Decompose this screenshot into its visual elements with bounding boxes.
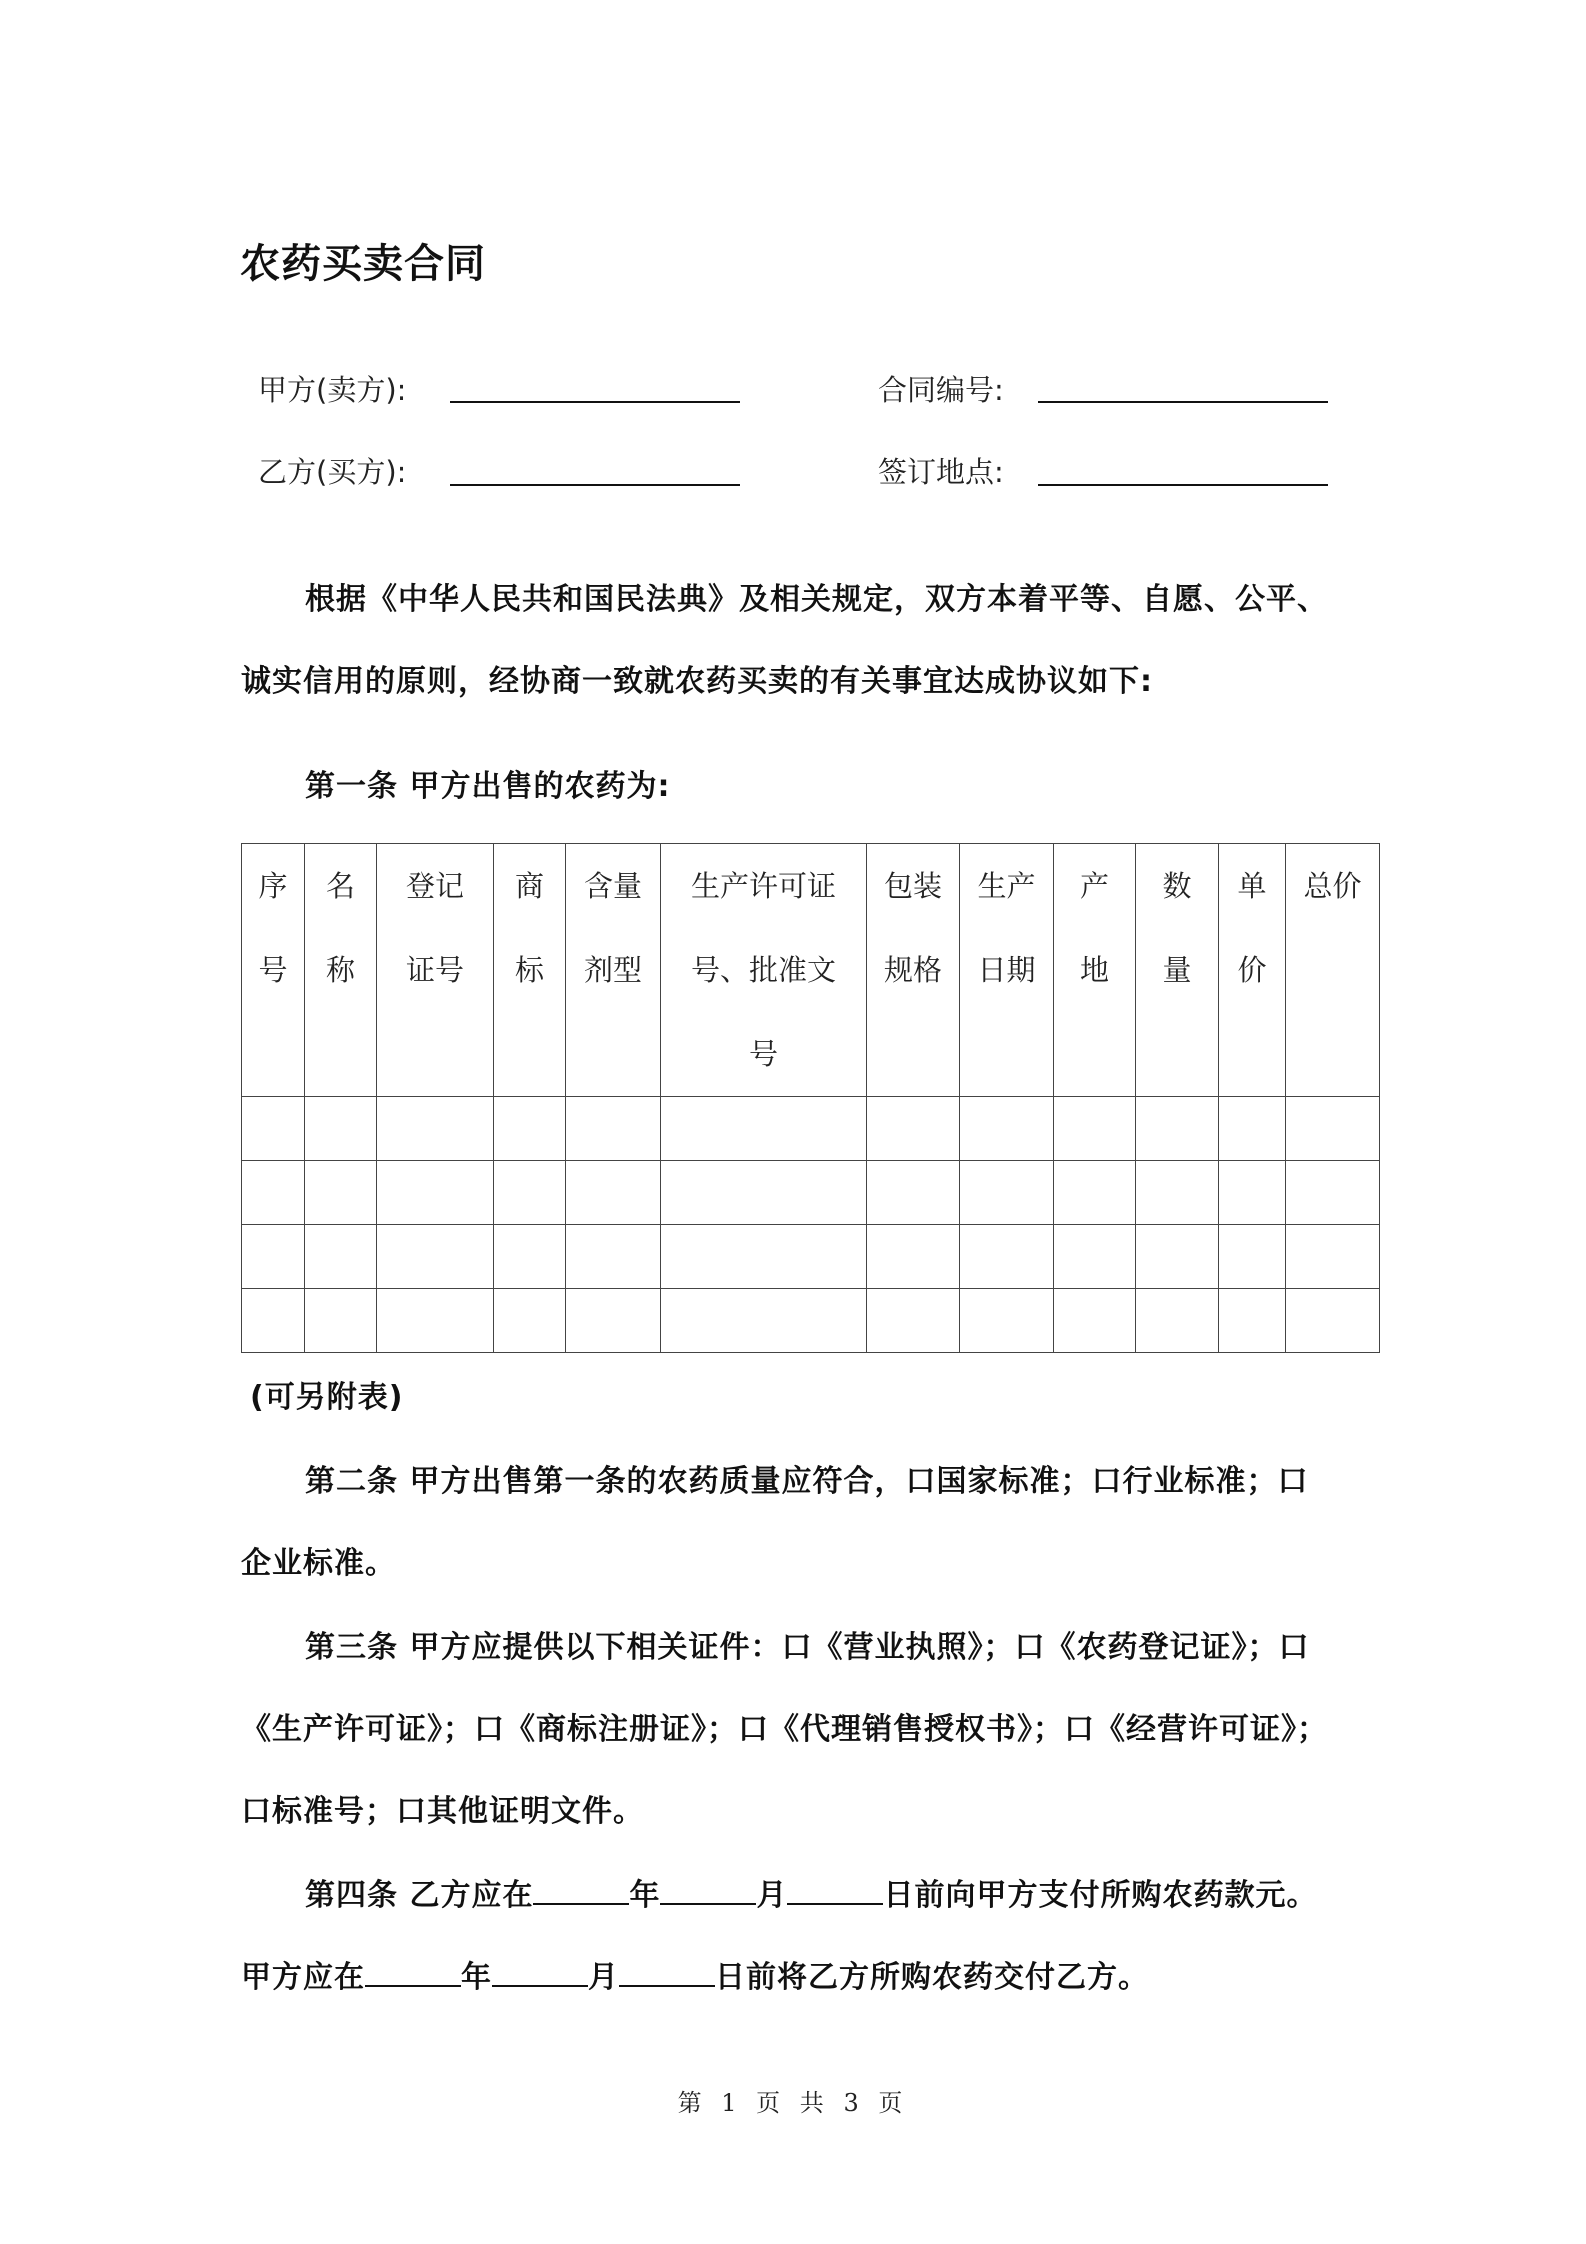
header-cell: 总价 — [1286, 844, 1380, 1097]
table-note: (可另附表) — [250, 1380, 404, 1415]
table-cell[interactable] — [1286, 1161, 1380, 1225]
month-label: 月 — [588, 1960, 619, 1995]
table-cell[interactable] — [1219, 1289, 1286, 1353]
header-cell: 商标 — [494, 844, 566, 1097]
contract-no-blank[interactable] — [1038, 401, 1328, 403]
table-cell[interactable] — [1136, 1225, 1219, 1289]
table-cell[interactable] — [1136, 1161, 1219, 1225]
table-cell[interactable] — [1286, 1225, 1380, 1289]
preamble-line1: 根据《中华人民共和国民法典》及相关规定，双方本着平等、自愿、公平、 — [305, 582, 1328, 617]
header-cell: 包装规格 — [867, 844, 960, 1097]
table-row — [242, 1097, 1380, 1161]
table-row — [242, 1225, 1380, 1289]
document-title: 农药买卖合同 — [240, 241, 486, 287]
article4-b-suffix: 日前将乙方所购农药交付乙方。 — [715, 1960, 1149, 1995]
table-cell[interactable] — [1219, 1097, 1286, 1161]
table-cell[interactable] — [377, 1225, 494, 1289]
table-cell[interactable] — [566, 1225, 661, 1289]
table-cell[interactable] — [1136, 1097, 1219, 1161]
table-cell[interactable] — [494, 1161, 566, 1225]
article4-line2 — [241, 1952, 1149, 1996]
preamble-line2: 诚实信用的原则，经协商一致就农药买卖的有关事宜达成协议如下: — [241, 664, 1153, 699]
article4-b-prefix: 甲方应在 — [241, 1960, 365, 1995]
article2-line1: 第二条 甲方出售第一条的农药质量应符合，口国家标准；口行业标准；口 — [305, 1464, 1309, 1499]
table-cell[interactable] — [1054, 1161, 1136, 1225]
month-label: 月 — [756, 1878, 788, 1913]
table-cell[interactable] — [242, 1161, 305, 1225]
table-cell[interactable] — [377, 1289, 494, 1353]
table-row — [242, 1289, 1380, 1353]
page-footer: 第 1 页 共 3 页 — [677, 2089, 909, 2117]
article3-line3: 口标准号；口其他证明文件。 — [241, 1794, 644, 1829]
table-cell[interactable] — [566, 1161, 661, 1225]
header-cell: 序号 — [242, 844, 305, 1097]
buyer-blank[interactable] — [450, 484, 740, 486]
year-label: 年 — [629, 1878, 661, 1913]
year-label: 年 — [461, 1960, 492, 1995]
table-cell[interactable] — [867, 1161, 960, 1225]
table-cell[interactable] — [494, 1289, 566, 1353]
article3-line1: 第三条 甲方应提供以下相关证件：口《营业执照》；口《农药登记证》；口 — [305, 1630, 1310, 1665]
article4-line1 — [305, 1870, 1317, 1914]
goods-table — [241, 843, 1380, 1353]
table-cell[interactable] — [1054, 1097, 1136, 1161]
table-cell[interactable] — [661, 1161, 867, 1225]
table-cell[interactable] — [661, 1097, 867, 1161]
header-cell: 单价 — [1219, 844, 1286, 1097]
table-cell[interactable] — [242, 1225, 305, 1289]
article2-line2: 企业标准。 — [241, 1546, 396, 1581]
table-cell[interactable] — [960, 1161, 1054, 1225]
table-cell[interactable] — [960, 1289, 1054, 1353]
table-cell[interactable] — [1054, 1289, 1136, 1353]
header-cell: 登记证号 — [377, 844, 494, 1097]
table-row — [242, 1161, 1380, 1225]
table-cell[interactable] — [494, 1225, 566, 1289]
signing-place-blank[interactable] — [1038, 484, 1328, 486]
article1-heading: 第一条 甲方出售的农药为: — [305, 769, 671, 804]
table-header-row — [242, 844, 1380, 1097]
table-cell[interactable] — [377, 1097, 494, 1161]
table-cell[interactable] — [661, 1289, 867, 1353]
table-cell[interactable] — [494, 1097, 566, 1161]
month-blank[interactable] — [492, 1955, 588, 1987]
table-cell[interactable] — [960, 1097, 1054, 1161]
header-cell: 名称 — [305, 844, 377, 1097]
table-cell[interactable] — [1054, 1225, 1136, 1289]
header-cell: 生产日期 — [960, 844, 1054, 1097]
header-cell: 生产许可证号、批准文号 — [661, 844, 867, 1097]
table-cell[interactable] — [305, 1225, 377, 1289]
table-cell[interactable] — [661, 1225, 867, 1289]
header-cell: 数量 — [1136, 844, 1219, 1097]
day-blank[interactable] — [619, 1955, 715, 1987]
article3-line2: 《生产许可证》；口《商标注册证》；口《代理销售授权书》；口《经营许可证》； — [241, 1712, 1328, 1747]
header-cell: 含量剂型 — [566, 844, 661, 1097]
article4-a-suffix: 日前向甲方支付所购农药款元。 — [883, 1878, 1318, 1913]
table-cell[interactable] — [566, 1097, 661, 1161]
table-cell[interactable] — [1219, 1225, 1286, 1289]
table-cell[interactable] — [305, 1289, 377, 1353]
seller-label: 甲方(卖方): — [258, 373, 407, 407]
table-cell[interactable] — [1286, 1289, 1380, 1353]
buyer-label: 乙方(买方): — [258, 455, 407, 489]
table-cell[interactable] — [305, 1161, 377, 1225]
header-cell: 产地 — [1054, 844, 1136, 1097]
table-cell[interactable] — [1219, 1161, 1286, 1225]
table-cell[interactable] — [566, 1289, 661, 1353]
table-cell[interactable] — [1136, 1289, 1219, 1353]
contract-no-label: 合同编号: — [878, 373, 1004, 407]
table-cell[interactable] — [867, 1289, 960, 1353]
table-cell[interactable] — [242, 1097, 305, 1161]
month-blank[interactable] — [660, 1873, 756, 1905]
signing-place-label: 签订地点: — [878, 455, 1004, 489]
table-cell[interactable] — [1286, 1097, 1380, 1161]
table-cell[interactable] — [867, 1225, 960, 1289]
article4-a-prefix: 第四条 乙方应在 — [305, 1878, 534, 1913]
day-blank[interactable] — [787, 1873, 883, 1905]
table-cell[interactable] — [377, 1161, 494, 1225]
year-blank[interactable] — [365, 1955, 461, 1987]
table-cell[interactable] — [960, 1225, 1054, 1289]
table-cell[interactable] — [242, 1289, 305, 1353]
table-cell[interactable] — [305, 1097, 377, 1161]
year-blank[interactable] — [533, 1873, 629, 1905]
table-cell[interactable] — [867, 1097, 960, 1161]
seller-blank[interactable] — [450, 401, 740, 403]
